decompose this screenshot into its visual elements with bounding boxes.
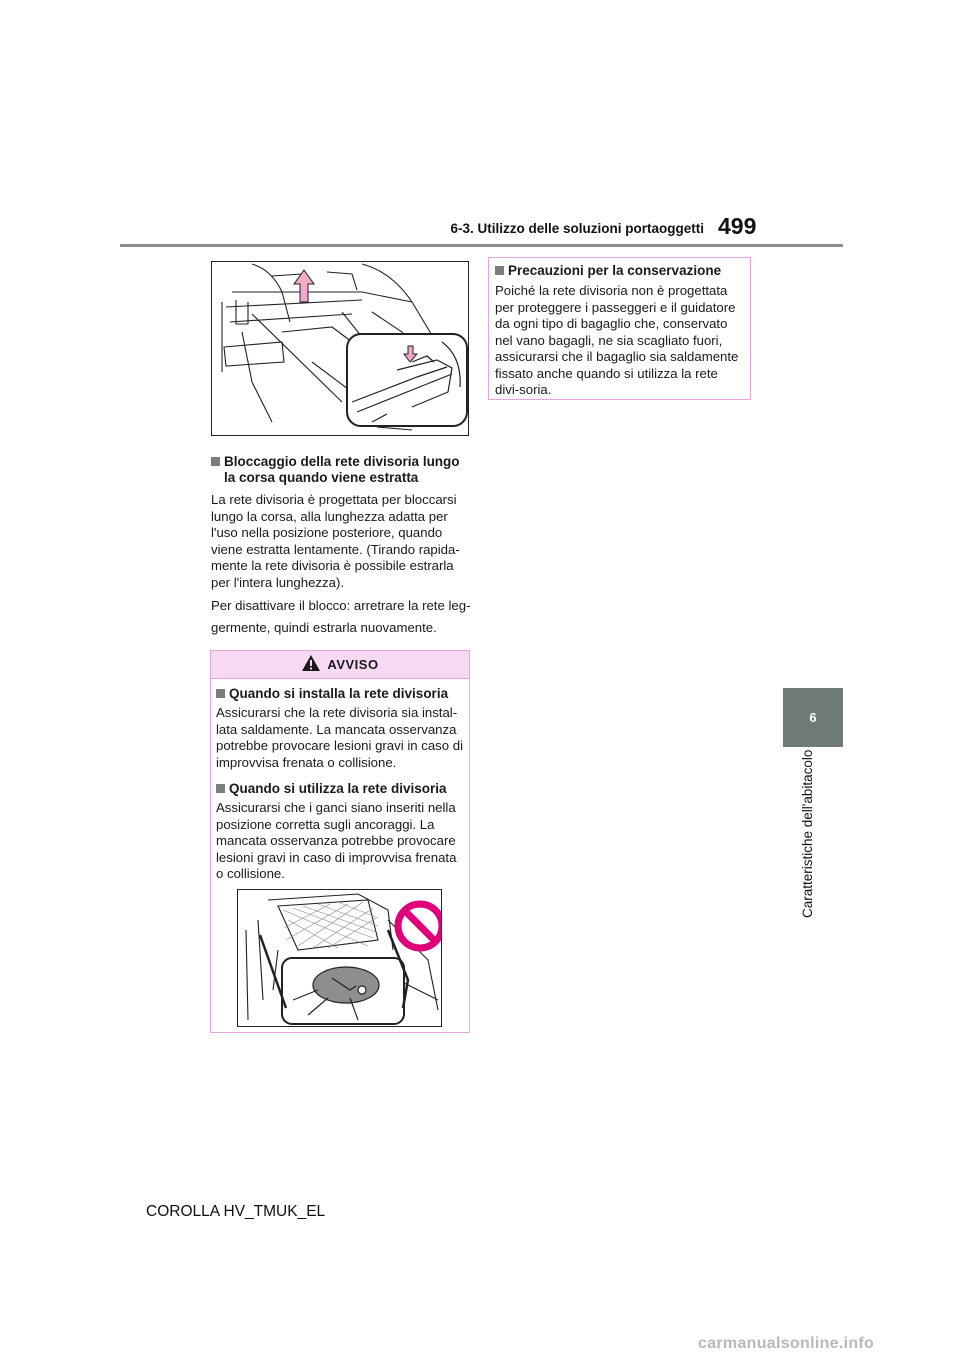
square-bullet-icon (216, 689, 225, 698)
square-bullet-icon (495, 266, 504, 275)
lock-release-instruction: Per disattivare il blocco: arretrare la rete leg-germente, quindi estrarla nuovamente. (211, 598, 471, 635)
storage-precautions-text: Poiché la rete divisoria non è progettata per proteggere i passeggeri e il guidatore da ogni tipo di bagaglio che, conservato nel vano bagagli, ne sia scagliato fuori, assicurarsi che il bagaglio sia saldamente fissato anche quando si utilizza la rete divi-soria. (495, 283, 739, 397)
warning-item-install-text: Assicurarsi che la rete divisoria sia instal-lata saldamente. La mancata osservanza potrebbe provocare lesioni gravi in caso di improvvisa frenata o collisione. (216, 705, 464, 770)
warning-item-use-text: Assicurarsi che i ganci siano inseriti nella posizione corretta sugli ancoraggi. La mancata osservanza potrebbe provocare lesioni gravi in caso di improvvisa frenata o collisione. (216, 800, 457, 881)
cargo-net-lock-illustration (211, 261, 469, 436)
chapter-tab[interactable]: 6 (783, 688, 843, 747)
section-title: 6-3. Utilizzo delle soluzioni portaoggetti (450, 221, 704, 236)
chapter-label: Caratteristiche dell'abitacolo (800, 749, 815, 918)
incorrect-hook-illustration (237, 889, 442, 1027)
header-divider (120, 244, 843, 247)
watermark: carmanualsonline.info (698, 1335, 875, 1352)
warning-item-use-heading: Quando si utilizza la rete divisoria (216, 781, 464, 797)
lock-section-heading: Bloccaggio della rete divisoria lungo la corsa quando viene estratta (211, 454, 473, 486)
square-bullet-icon (216, 784, 225, 793)
storage-precautions-heading: Precauzioni per la conservazione (495, 263, 744, 279)
lock-section (211, 454, 473, 639)
prohibited-icon (396, 902, 442, 950)
model-code: COROLLA HV_TMUK_EL (146, 1203, 326, 1220)
square-bullet-icon (211, 457, 220, 466)
warning-title: AVVISO (327, 657, 379, 672)
lock-section-paragraph: La rete divisoria è progettata per bloccarsi lungo la corsa, alla lunghezza adatta per l'uso nella posizione posteriore, quando viene estratta lentamente. (Tirando rapida-mente la rete divisoria è possibile estrarla per l'intera lunghezza). (211, 492, 460, 590)
warning-triangle-icon (301, 654, 321, 675)
page-number: 499 (718, 213, 757, 239)
warning-item-install-heading: Quando si installa la rete divisoria (216, 686, 464, 702)
storage-precautions-box (488, 257, 751, 400)
warning-header (211, 651, 469, 679)
